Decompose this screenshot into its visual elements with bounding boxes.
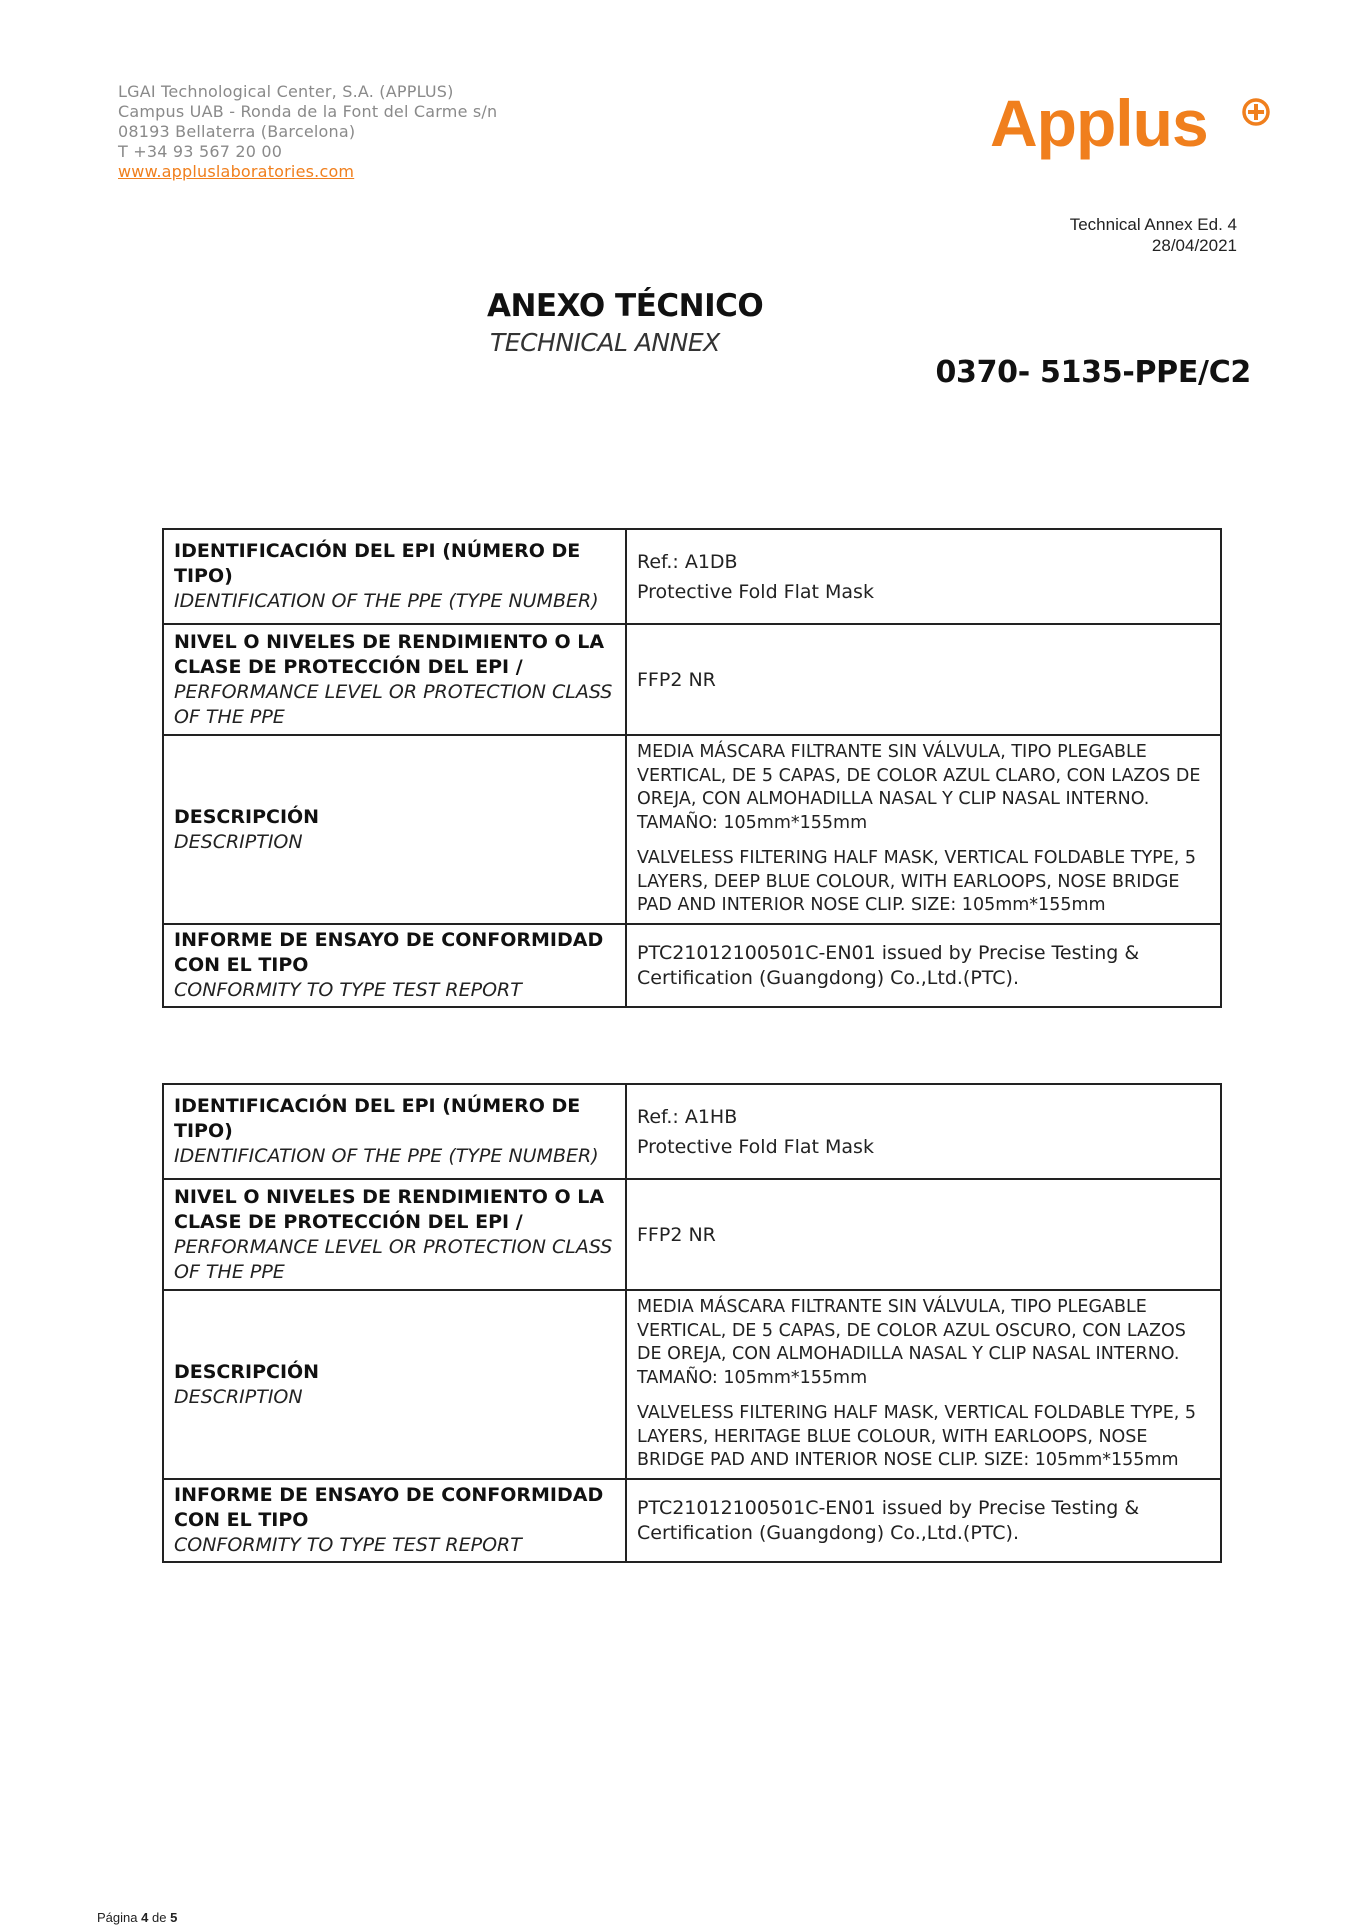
label-en: CONFORMITY TO TYPE TEST REPORT	[174, 1534, 522, 1556]
label-cell	[163, 529, 626, 624]
page-number: 4	[141, 1910, 149, 1925]
label-es: NIVEL O NIVELES DE RENDIMIENTO O LA CLASE DE PROTECCIÓN DEL EPI /	[174, 1185, 605, 1233]
table-row	[163, 529, 1221, 624]
value-cell	[626, 924, 1221, 1007]
table-row	[163, 924, 1221, 1007]
table-row	[163, 624, 1221, 735]
page-title: ANEXO TÉCNICO	[487, 288, 764, 324]
test-report: PTC21012100501C-EN01 issued by Precise Testing & Certification (Guangdong) Co.,Ltd.(PTC).	[637, 1496, 1140, 1544]
ppe-table-1	[162, 528, 1222, 1008]
label-cell	[163, 1479, 626, 1562]
label-es: NIVEL O NIVELES DE RENDIMIENTO O LA CLASE DE PROTECCIÓN DEL EPI /	[174, 630, 605, 678]
protection-class: FFP2 NR	[637, 668, 716, 691]
page-footer	[97, 1910, 177, 1925]
ppe-name: Protective Fold Flat Mask	[637, 580, 874, 603]
ppe-ref: Ref.: A1DB	[637, 550, 738, 573]
ppe-ref: Ref.: A1HB	[637, 1105, 738, 1128]
value-cell	[626, 1084, 1221, 1179]
applus-logo	[990, 80, 1280, 170]
label-en: DESCRIPTION	[174, 830, 303, 853]
label-es: DESCRIPCIÓN	[174, 805, 320, 828]
value-cell	[626, 624, 1221, 735]
label-cell	[163, 1179, 626, 1290]
value-cell	[626, 735, 1221, 924]
table-row	[163, 735, 1221, 924]
company-line: LGAI Technological Center, S.A. (APPLUS)	[118, 82, 454, 101]
label-es: INFORME DE ENSAYO DE CONFORMIDAD CON EL TIPO	[174, 1484, 604, 1531]
value-cell	[626, 1290, 1221, 1479]
label-cell	[163, 924, 626, 1007]
table-row	[163, 1290, 1221, 1479]
ppe-name: Protective Fold Flat Mask	[637, 1135, 874, 1158]
label-es: IDENTIFICACIÓN DEL EPI (NÚMERO DE TIPO)	[174, 1095, 581, 1142]
page-subtitle: TECHNICAL ANNEX	[490, 328, 720, 357]
label-es: IDENTIFICACIÓN DEL EPI (NÚMERO DE TIPO)	[174, 540, 581, 587]
label-en: DESCRIPTION	[174, 1385, 303, 1408]
value-cell	[626, 1179, 1221, 1290]
value-cell	[626, 529, 1221, 624]
description-en: VALVELESS FILTERING HALF MASK, VERTICAL FOLDABLE TYPE, 5 LAYERS, HERITAGE BLUE COLOUR, WITH EARLOOPS, NOSE BRIDGE PAD AND INTERIOR NOSE CLIP. SIZE: 105mm*155mm	[637, 1403, 1197, 1471]
annex-edition-block	[1070, 214, 1237, 256]
table-row	[163, 1479, 1221, 1562]
page-word: Página	[97, 1910, 138, 1925]
label-en: PERFORMANCE LEVEL OR PROTECTION CLASS OF THE PPE	[174, 680, 613, 728]
logo-text: Applus	[990, 86, 1208, 160]
protection-class: FFP2 NR	[637, 1223, 716, 1246]
label-en: IDENTIFICATION OF THE PPE (TYPE NUMBER)	[174, 590, 599, 612]
annex-edition: Technical Annex Ed. 4	[1069, 215, 1237, 234]
label-cell	[163, 624, 626, 735]
annex-date: 28/04/2021	[1151, 236, 1237, 255]
table-row	[163, 1179, 1221, 1290]
label-cell	[163, 1290, 626, 1479]
label-en: PERFORMANCE LEVEL OR PROTECTION CLASS OF THE PPE	[174, 1235, 613, 1283]
of-word: de	[151, 1910, 167, 1925]
label-es: DESCRIPCIÓN	[174, 1360, 320, 1383]
description-es: MEDIA MÁSCARA FILTRANTE SIN VÁLVULA, TIPO PLEGABLE VERTICAL, DE 5 CAPAS, DE COLOR AZUL CLARO, CON LAZOS DE OREJA, CON ALMOHADILLA NASAL Y CLIP NASAL INTERNO. TAMAÑO: 105mm*155mm	[637, 742, 1201, 833]
test-report: PTC21012100501C-EN01 issued by Precise Testing & Certification (Guangdong) Co.,Ltd.(PTC).	[637, 941, 1140, 989]
description-es: MEDIA MÁSCARA FILTRANTE SIN VÁLVULA, TIPO PLEGABLE VERTICAL, DE 5 CAPAS, DE COLOR AZUL OSCURO, CON LAZOS DE OREJA, CON ALMOHADILLA NASAL Y CLIP NASAL INTERNO. TAMAÑO: 105mm*155mm	[637, 1297, 1186, 1388]
description-en: VALVELESS FILTERING HALF MASK, VERTICAL FOLDABLE TYPE, 5 LAYERS, DEEP BLUE COLOUR, WITH EARLOOPS, NOSE BRIDGE PAD AND INTERIOR NOSE CLIP. SIZE: 105mm*155mm	[637, 848, 1197, 916]
company-line: 08193 Bellaterra (Barcelona)	[118, 122, 356, 141]
ppe-table-2	[162, 1083, 1222, 1563]
company-line: Campus UAB - Ronda de la Font del Carme s/n	[118, 102, 498, 121]
label-es: INFORME DE ENSAYO DE CONFORMIDAD CON EL TIPO	[174, 929, 604, 976]
label-cell	[163, 1084, 626, 1179]
website-link[interactable]: www.appluslaboratories.com	[118, 162, 355, 181]
label-cell	[163, 735, 626, 924]
document-number: 0370- 5135-PPE/C2	[935, 355, 1251, 390]
label-en: IDENTIFICATION OF THE PPE (TYPE NUMBER)	[174, 1145, 599, 1167]
page-total: 5	[170, 1910, 178, 1925]
company-line: T +34 93 567 20 00	[118, 142, 283, 161]
table-row	[163, 1084, 1221, 1179]
value-cell	[626, 1479, 1221, 1562]
company-address	[118, 82, 497, 182]
logo-plus-icon	[1244, 100, 1268, 124]
label-en: CONFORMITY TO TYPE TEST REPORT	[174, 979, 522, 1001]
